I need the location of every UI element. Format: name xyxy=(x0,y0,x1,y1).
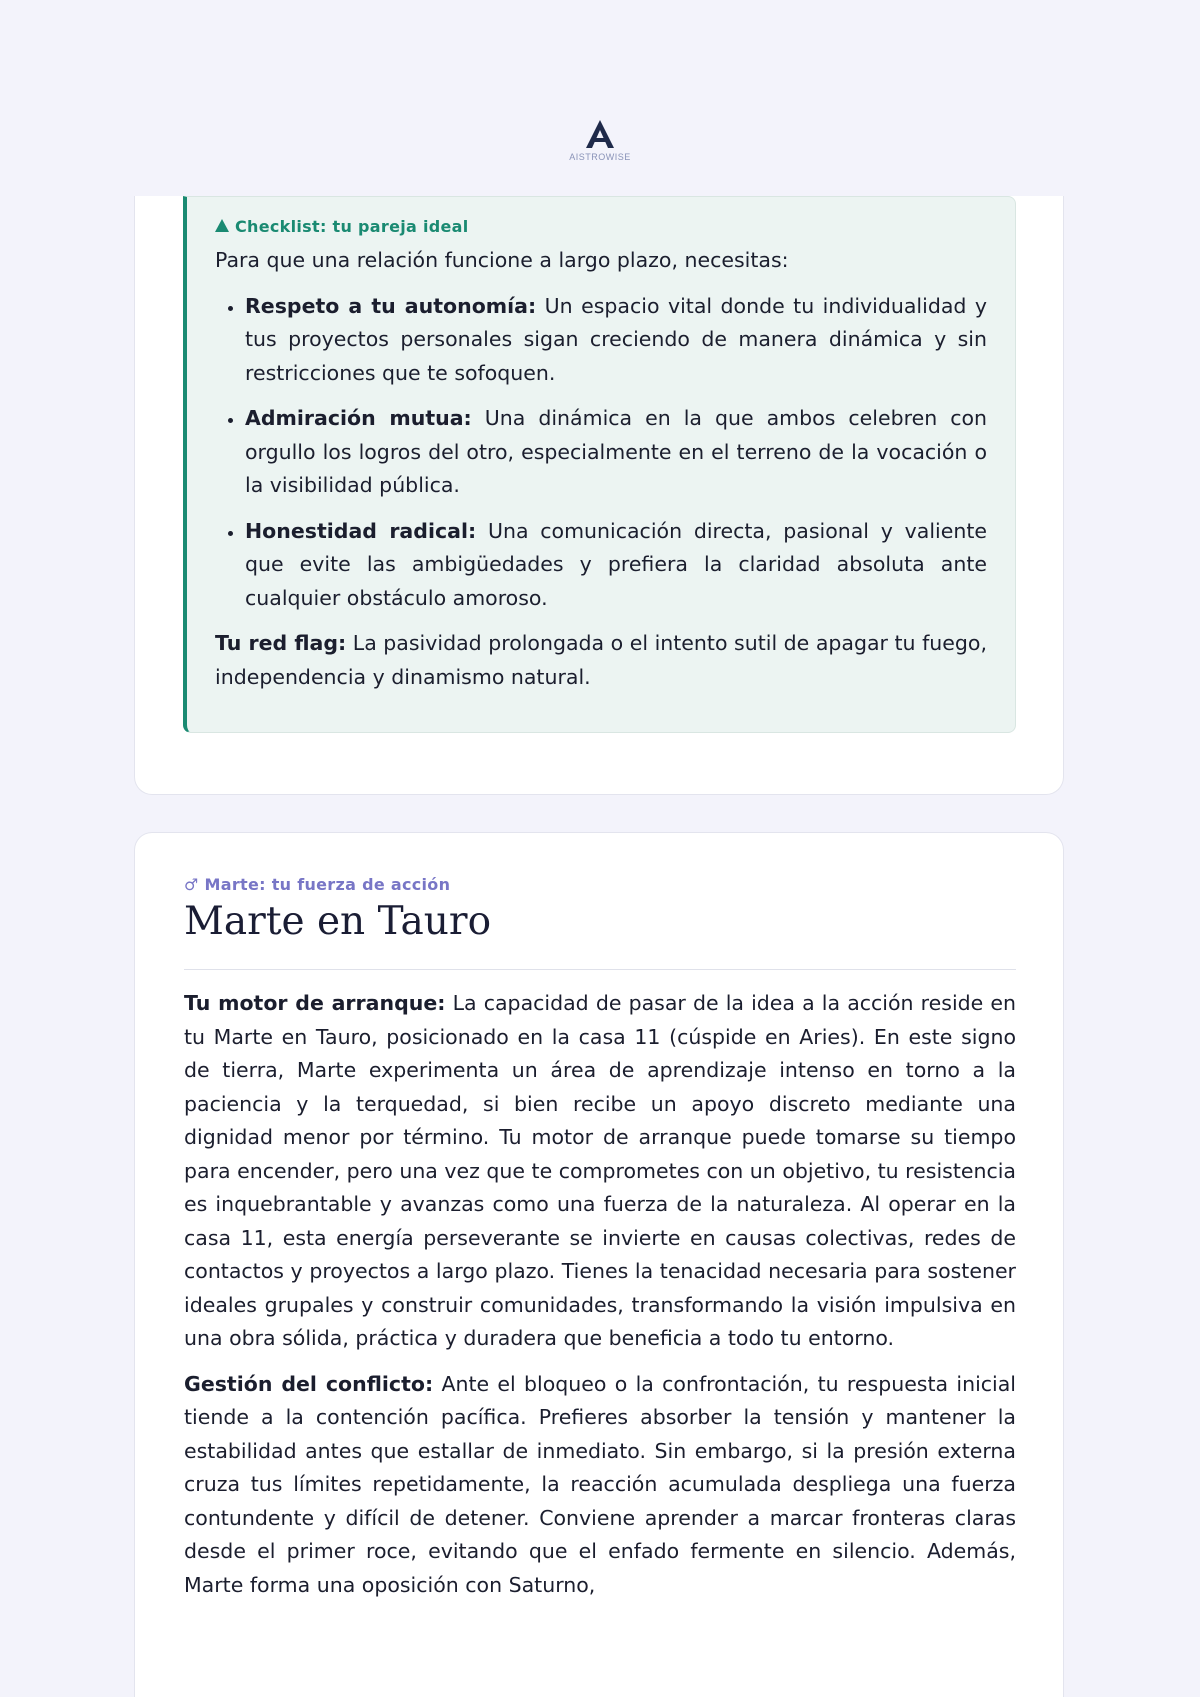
item-text: Un espacio vital donde tu individualidad y tus proyectos personales sigan creciendo de manera dinámica y sin restricciones que te sofoquen. xyxy=(245,293,987,385)
red-flag-text: La pasividad prolongada o el intento sutil de apagar tu fuego, independencia y dinamismo natural. xyxy=(215,631,987,689)
section-divider xyxy=(184,969,1016,970)
brand-logo xyxy=(0,118,1200,162)
list-item xyxy=(245,290,987,391)
aistrowise-logo-icon xyxy=(583,118,617,150)
section-kicker: ♂ Marte: tu fuerza de acción xyxy=(184,875,451,894)
item-label: Admiración mutua: xyxy=(245,406,472,430)
red-flag-label: Tu red flag: xyxy=(215,631,347,655)
paragraph-label: Gestión del conflicto: xyxy=(184,1371,434,1396)
checklist-title xyxy=(215,217,987,236)
red-flag-note xyxy=(215,627,987,694)
paragraph-label: Tu motor de arranque: xyxy=(184,991,446,1015)
paragraph-conflict xyxy=(184,1368,1016,1603)
item-text: Una comunicación directa, pasional y valiente que evite las ambigüedades y prefiera la claridad absoluta ante cualquier obstáculo amoroso. xyxy=(245,518,987,610)
checklist-list xyxy=(215,290,987,616)
item-label: Respeto a tu autonomía: xyxy=(245,293,537,318)
love-section-card xyxy=(134,196,1064,795)
paragraph-motor xyxy=(184,987,1016,1356)
item-text: Una dinámica en la que ambos celebren con orgullo los logros del otro, especialmente en el terreno de la vocación o la visibilidad pública. xyxy=(245,406,988,497)
paragraph-text: La capacidad de pasar de la idea a la acción reside en tu Marte en Tauro, posicionado en la casa 11 (cúspide en Aries). En este signo de tierra, Marte experimenta un área de aprendizaje intenso en torno a la paciencia y la terquedad, si bien recibe un apoyo discreto mediante una dignidad menor por término. Tu motor de arranque puede tomarse su tiempo para encender, pero una vez que te comprometes con un objetivo, tu resistencia es inquebrantable y avanzas como una fuerza de la naturaleza. Al operar en la casa 11, esta energía perseverante se invierte en causas colectivas, redes de contactos y proyectos a largo plazo. Tienes la tenacidad necesaria para sostener ideales grupales y construir comunidades, transformando la visión impulsiva en una obra sólida, práctica y duradera que beneficia a todo tu entorno. xyxy=(184,991,1016,1350)
triangle-up-icon xyxy=(215,219,229,232)
list-item xyxy=(245,402,987,503)
checklist-intro: Para que una relación funcione a largo plazo, necesitas: xyxy=(215,248,789,272)
section-body xyxy=(184,987,1016,1614)
item-label: Honestidad radical: xyxy=(245,518,477,543)
list-item xyxy=(245,515,987,616)
ideal-partner-checklist xyxy=(183,196,1016,733)
mars-section-card xyxy=(134,832,1064,1697)
paragraph-text: Ante el bloqueo o la confrontación, tu respuesta inicial tiende a la contención pacífica. Prefieres absorber la tensión y mantener la estabilidad antes que estallar de inmediato. Sin embargo, si la presión externa cruza tus límites repetidamente, la reacción acumulada despliega una fuerza contundente y difícil de detener. Conviene aprender a marcar fronteras claras desde el primer roce, evitando que el enfado fermente en silencio. Además, Marte forma una oposición con Saturno, xyxy=(184,1371,1016,1597)
section-title: Marte en Tauro xyxy=(184,899,492,944)
brand-wordmark: AISTROWISE xyxy=(569,152,631,162)
checklist-title-text: Checklist: tu pareja ideal xyxy=(235,217,469,236)
